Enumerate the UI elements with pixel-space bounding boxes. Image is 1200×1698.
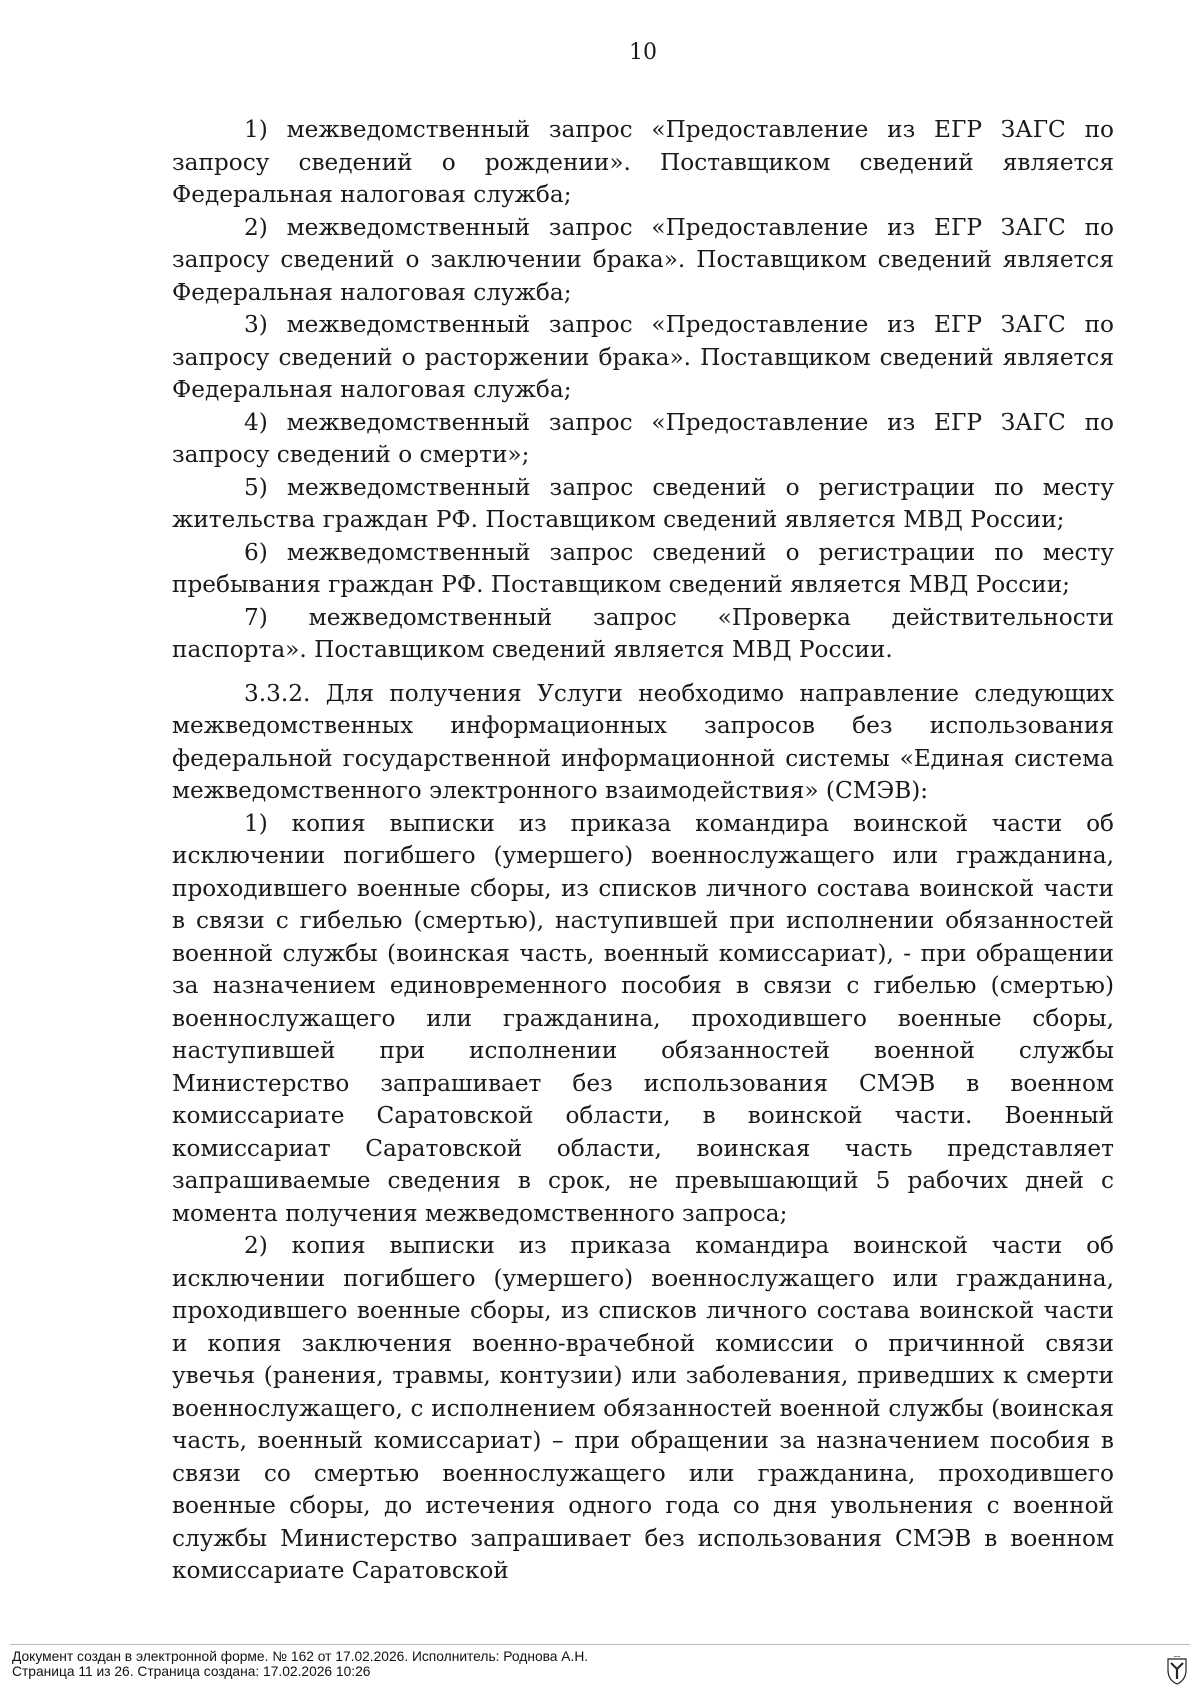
section-item-1: 1) копия выписки из приказа командира воинской части об исключении погибшего (умершего) военнослужащего или гражданина, проходившего военные сборы, из списков личного состава воинской части в связи с гибелью (смертью), наступившей при исполнении обязанностей военной службы (воинская часть, военный комиссариат), - при обращении за назначением единовременного пособия в связи с гибелью (смертью) военнослужащего или гражданина, проходившего военные сборы, наступившей при исполнении обязанностей военной службы Министерство запрашивает без использования СМЭВ в военном комиссариате Саратовской области, в воинской части. Военный комиссариат Саратовской области, воинская часть представляет запрашиваемые сведения в срок, не превышающий 5 рабочих дней с момента получения межведомственного запроса; (172, 809, 1114, 1227)
footer-document-info: Документ создан в электронной форме. № 162 от 17.02.2026. Исполнитель: Роднова А.Н. (12, 1649, 589, 1664)
page-number: 10 (629, 40, 657, 65)
document-body (172, 114, 1114, 1588)
section-3-3-2: 3.3.2. Для получения Услуги необходимо направление следующих межведомственных информационных запросов без использования федеральной государственной информационной системы «Единая система межведомственного электронного взаимодействия» (СМЭВ): (172, 679, 1114, 804)
section-item-2: 2) копия выписки из приказа командира воинской части об исключении погибшего (умершего) военнослужащего или гражданина, проходившего военные сборы, из списков личного состава воинской части и копия заключения военно-врачебной комиссии о причинной связи увечья (ранения, травмы, контузии) или заболевания, приведших к смерти военнослужащего, с исполнением обязанностей военной службы (воинская часть, военный комиссариат) – при обращении за назначением пособия в связи со смертью военнослужащего или гражданина, проходившего военные сборы, до истечения одного года со дня увольнения с военной службы Министерство запрашивает без использования СМЭВ в военном комиссариате Саратовской (172, 1232, 1114, 1584)
footer-divider (10, 1644, 1190, 1645)
document-footer (12, 1649, 588, 1679)
list-item-1: 1) межведомственный запрос «Предоставление из ЕГР ЗАГС по запросу сведений о рождении». Поставщиком сведений является Федеральная налоговая служба; (172, 116, 1114, 208)
list-item-6: 6) межведомственный запрос сведений о регистрации по месту пребывания граждан РФ. Поставщиком сведений является МВД России; (172, 538, 1114, 598)
list-item-2: 2) межведомственный запрос «Предоставление из ЕГР ЗАГС по запросу сведений о заключении брака». Поставщиком сведений является Федеральная налоговая служба; (172, 213, 1114, 306)
list-item-4: 4) межведомственный запрос «Предоставление из ЕГР ЗАГС по запросу сведений о смерти»; (172, 408, 1114, 468)
list-item-3: 3) межведомственный запрос «Предоставление из ЕГР ЗАГС по запросу сведений о расторжении брака». Поставщиком сведений является Федеральная налоговая служба; (172, 311, 1114, 403)
list-item-5: 5) межведомственный запрос сведений о регистрации по месту жительства граждан РФ. Поставщиком сведений является МВД России; (172, 473, 1114, 533)
footer-page-info: Страница 11 из 26. Страница создана: 17.02.2026 10:26 (12, 1664, 371, 1679)
list-item-7: 7) межведомственный запрос «Проверка действительности паспорта». Поставщиком сведений является МВД России. (172, 603, 1114, 663)
regional-emblem-icon (1166, 1656, 1188, 1686)
